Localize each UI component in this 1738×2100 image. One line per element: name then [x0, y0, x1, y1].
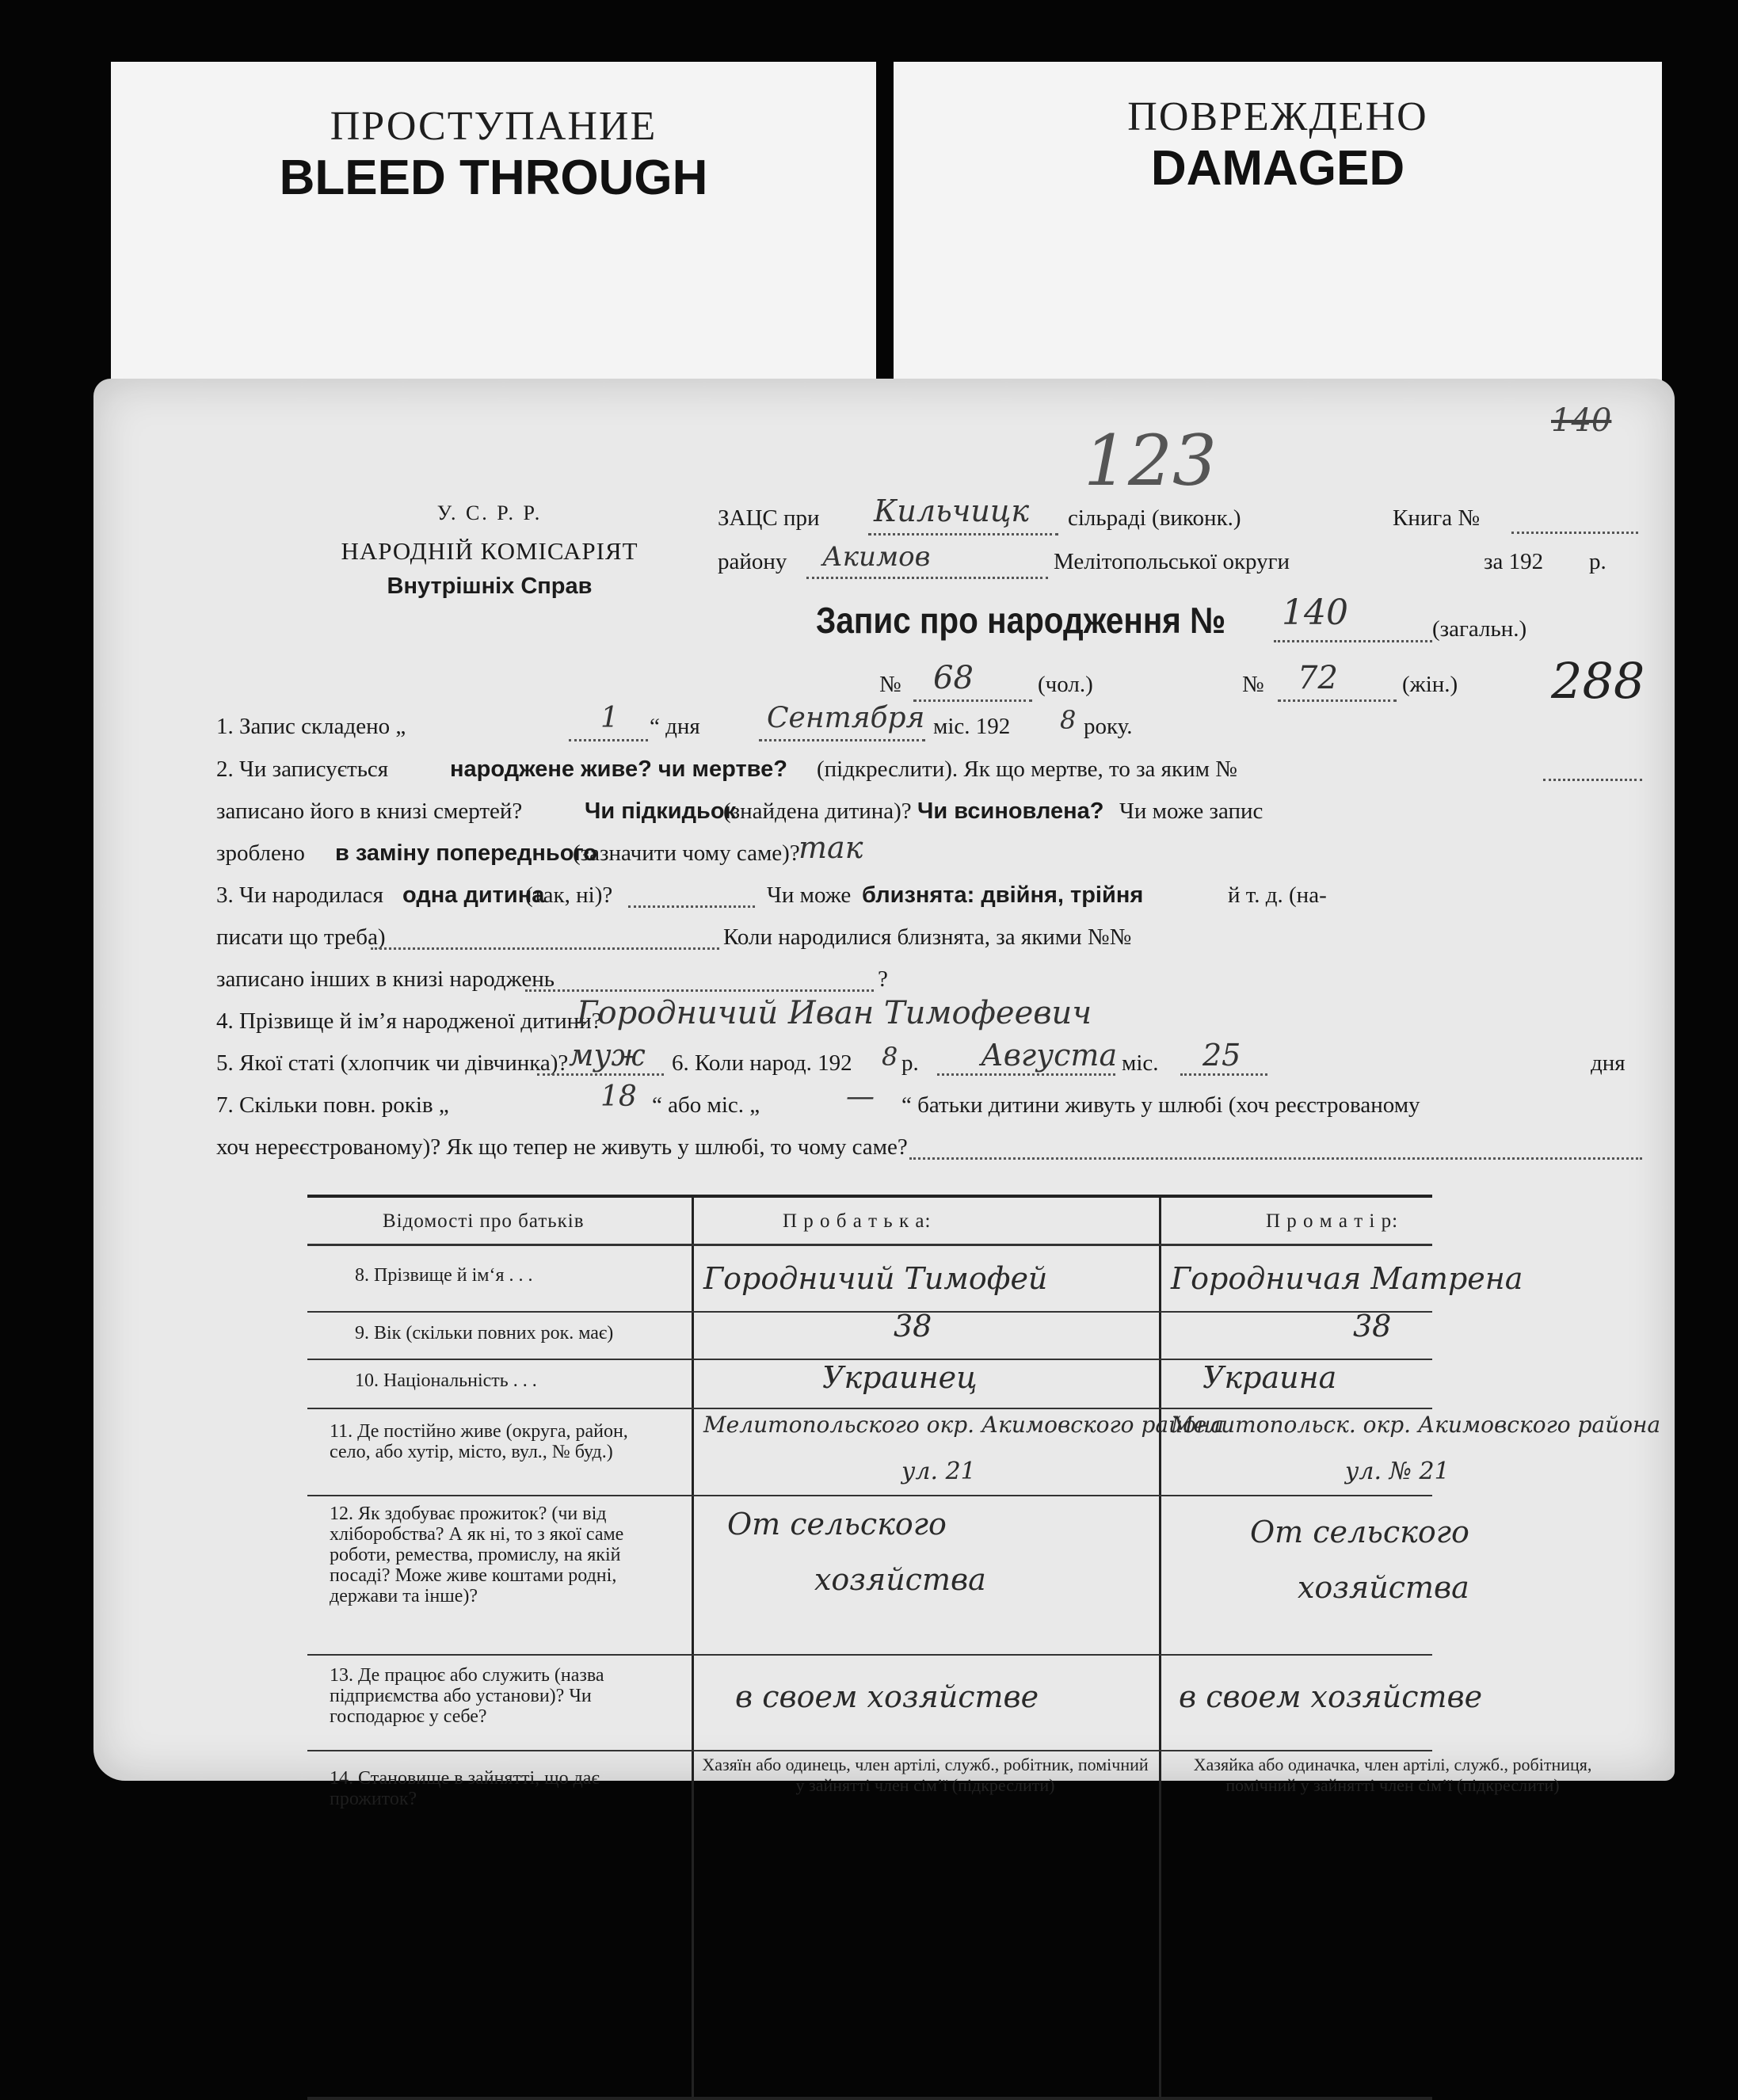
- bleed-through-card: [111, 62, 876, 410]
- female-number: 72: [1298, 660, 1338, 696]
- table-header-father: П р о б а т ь к а:: [783, 1210, 932, 1232]
- l3-write: писати що треба): [216, 924, 386, 950]
- l7-label: 7. Скільки повн. років „: [216, 1092, 449, 1118]
- father-livelihood-2: хозяйства: [814, 1562, 986, 1597]
- parents-table: [307, 1195, 1661, 2100]
- l2-alive-dead: народжене живе? чи мертве?: [450, 757, 787, 782]
- l2-adopted: Чи всиновлена?: [917, 798, 1104, 824]
- l1-month: Сентября: [767, 702, 925, 734]
- side-number: 288: [1551, 652, 1645, 710]
- row-label-age: 9. Вік (скільки повних рок. має): [355, 1323, 614, 1343]
- row-label-residence: 11. Де постійно живе (округа, район, село, або хутір, місто, вул., № буд.): [330, 1421, 628, 1462]
- damaged-ru: ПОВРЕЖДЕНО: [1127, 94, 1428, 139]
- birth-record-sheet: [93, 379, 1675, 1809]
- father-residence: Мелитопольского окр. Акимовского района: [703, 1412, 1225, 1438]
- page-number-handwritten: 123: [1084, 420, 1217, 501]
- year-label: за 192: [1484, 549, 1544, 574]
- l1-year-suffix: року.: [1084, 714, 1133, 739]
- l6-year-digit: 8: [882, 1042, 898, 1072]
- father-livelihood: От сельского: [727, 1507, 947, 1542]
- l3-twins: близнята: двійня, трійня: [862, 882, 1144, 908]
- l3-recorded-others: записано інших в книзі народжень: [216, 966, 555, 992]
- female-no-label: №: [1242, 672, 1264, 697]
- district-label: району: [718, 549, 787, 574]
- child-name: Городничий Иван Тимофеевич: [577, 995, 1092, 1031]
- l1-day: 1: [600, 702, 619, 734]
- father-status-options: Хазяїн або одинець, член артілі, служб., робітник, помічний у зайнятті член сім’ї (підкреслити): [702, 1755, 1149, 1795]
- zags-label: ЗАЦС при: [718, 505, 820, 531]
- record-number: 140: [1282, 593, 1348, 633]
- l1-year-digit: 8: [1060, 705, 1077, 735]
- l7-months-label: “ або міс. „: [652, 1092, 760, 1118]
- l3-yes-no: (так, ні)?: [525, 882, 613, 908]
- marriage-years: 18: [600, 1080, 637, 1113]
- l2-found-child: (знайдена дитина)?: [723, 798, 912, 824]
- mother-livelihood-2: хозяйства: [1298, 1570, 1469, 1605]
- okrug-label: Мелітопольської округи: [1054, 549, 1290, 574]
- l2-answer: так: [798, 830, 863, 865]
- mother-residence: Мелитопольск. окр. Акимовского района: [1171, 1412, 1661, 1438]
- l2-foundling: Чи підкидьок: [585, 798, 737, 824]
- female-label: (жін.): [1402, 672, 1458, 697]
- village-council-label: сільраді (виконк.): [1068, 505, 1241, 531]
- l3-one-child: одна дитина: [402, 882, 545, 908]
- l3-question: ?: [878, 966, 888, 992]
- row-label-workplace: 13. Де працює або служить (назва підприємства або установи)? Чи господарює у себе?: [330, 1665, 604, 1727]
- l7-unregistered: хоч нереєстрованому)? Як що тепер не живуть у шлюбі, то чому саме?: [216, 1134, 908, 1160]
- damaged-en: DAMAGED: [1150, 141, 1405, 196]
- l2-made: зроблено: [216, 840, 305, 866]
- l4-label: 4. Прізвище й ім’я народженої дитини?: [216, 1008, 602, 1034]
- l6-year-suffix: р.: [901, 1050, 919, 1076]
- mother-nationality: Украина: [1202, 1360, 1337, 1395]
- father-residence-street: ул. 21: [901, 1458, 976, 1485]
- zags-value: Кильчицк: [874, 494, 1030, 528]
- birth-day: 25: [1202, 1038, 1241, 1073]
- damaged-card: [894, 62, 1662, 410]
- father-nationality: Украинец: [822, 1360, 978, 1395]
- l3-start: 3. Чи народилася: [216, 882, 384, 908]
- l1-label: 1. Запис складено „: [216, 714, 406, 739]
- mother-residence-street: ул. № 21: [1345, 1458, 1450, 1485]
- mother-livelihood: От сельского: [1250, 1515, 1469, 1549]
- l2-death-book: записано його в книзі смертей?: [216, 798, 523, 824]
- header-internal-affairs: Внутрішніх Справ: [387, 574, 593, 599]
- bleed-through-ru: ПРОСТУПАНИЕ: [330, 104, 657, 149]
- l6-day-suffix: дня: [1591, 1050, 1626, 1076]
- birth-month: Августа: [981, 1038, 1118, 1073]
- l1-month-suffix: міс. 192: [933, 714, 1011, 739]
- l3-etc: й т. д. (на-: [1228, 882, 1327, 908]
- l7-married: “ батьки дитини живуть у шлюбі (хоч реєстрованому: [901, 1092, 1420, 1118]
- table-header-mother: П р о м а т і р:: [1266, 1210, 1399, 1232]
- l5-label: 5. Якої статі (хлопчик чи дівчинка)?: [216, 1050, 569, 1076]
- l2-start: 2. Чи записується: [216, 757, 389, 782]
- mother-name: Городничая Матрена: [1171, 1261, 1523, 1296]
- l3-maybe: Чи може: [767, 882, 852, 908]
- l6-label: 6. Коли народ. 192: [672, 1050, 852, 1076]
- male-no-label: №: [879, 672, 901, 697]
- father-workplace: в своем хозяйстве: [735, 1679, 1039, 1714]
- l3-when-twins: Коли народилися близнята, за якими №№: [723, 924, 1132, 950]
- mother-workplace: в своем хозяйстве: [1179, 1679, 1483, 1714]
- district-value: Акимов: [822, 541, 931, 573]
- l2-maybe-record: Чи може запис: [1119, 798, 1263, 824]
- record-title: Запис про народження №: [816, 600, 1226, 641]
- header-ussr: У. С. Р. Р.: [436, 501, 543, 524]
- male-number: 68: [933, 660, 974, 696]
- l6-month-suffix: міс.: [1122, 1050, 1159, 1076]
- l1-day-suffix: “ дня: [650, 714, 700, 739]
- child-sex: муж: [569, 1038, 646, 1073]
- mother-status-options: Хазяйка або одиначка, член артілі, служб., робітниця, помічний у зайнятті член сім’ї (підкреслити): [1193, 1755, 1592, 1795]
- row-label-nationality: 10. Національність . . .: [355, 1370, 537, 1391]
- table-header-info: Відомості про батьків: [383, 1210, 585, 1232]
- marriage-months: —: [846, 1080, 875, 1113]
- book-label: Книга №: [1393, 505, 1481, 531]
- father-name: Городничий Тимофей: [703, 1261, 1048, 1296]
- row-label-name: 8. Прізвище й ім‘я . . .: [355, 1265, 533, 1286]
- l2-replacement: в заміну попереднього: [335, 840, 597, 866]
- record-general-label: (загальн.): [1432, 616, 1527, 642]
- header-commissariat: НАРОДНІЙ КОМІСАРІЯТ: [341, 537, 638, 565]
- mother-age: 38: [1353, 1309, 1392, 1343]
- row-label-status: 14. Становище в зайнятті, що дає прожиток?: [330, 1768, 600, 1809]
- row-label-livelihood: 12. Як здобуває прожиток? (чи від хліборобства? А як ні, то з якої саме роботи, ремества, промислу, на якій посаді? Може живе коштами родні, держави та інше)?: [330, 1504, 624, 1606]
- male-label: (чол.): [1038, 672, 1093, 697]
- l2-if-dead: (підкреслити). Як що мертве, то за яким №: [817, 757, 1237, 782]
- bleed-through-en: BLEED THROUGH: [279, 151, 708, 205]
- l2-why: (зазначити чому саме)?: [573, 840, 800, 866]
- father-age: 38: [894, 1309, 932, 1343]
- corner-number: 140: [1551, 402, 1612, 439]
- year-suffix: р.: [1589, 549, 1607, 574]
